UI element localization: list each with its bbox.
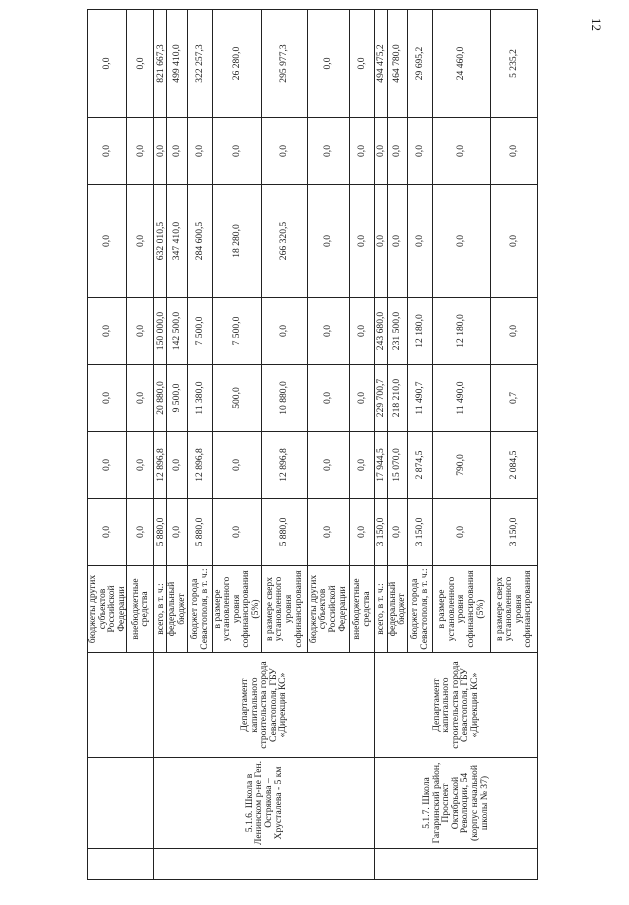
- funding-source-label: внебюджетные средства: [349, 566, 374, 653]
- value-cell: 7 500,0: [212, 298, 261, 365]
- value-cell: 3 150,0: [407, 499, 432, 566]
- value-cell: 0,0: [187, 118, 212, 185]
- funding-source-label: федеральный бюджет: [167, 566, 187, 653]
- value-cell: 0,0: [307, 298, 349, 365]
- value-cell: 5 880,0: [187, 499, 212, 566]
- value-cell: 0,0: [349, 499, 374, 566]
- budget-table: [87, 9, 538, 880]
- value-cell: 26 280,0: [212, 10, 261, 118]
- value-cell: 0,0: [349, 118, 374, 185]
- table-body: [88, 10, 538, 880]
- funding-source-label: бюджет города Севастополя, в т. ч.:: [407, 566, 432, 653]
- value-cell: 0,0: [307, 365, 349, 432]
- value-cell: 347 410,0: [167, 185, 187, 298]
- value-cell: 0,0: [387, 118, 407, 185]
- value-cell: 0,0: [167, 499, 187, 566]
- value-cell: 0,0: [88, 298, 127, 365]
- value-cell: 0,0: [307, 499, 349, 566]
- value-cell: 0,0: [349, 432, 374, 499]
- value-cell: 29 695,2: [407, 10, 432, 118]
- value-cell: 0,0: [212, 118, 261, 185]
- value-cell: 284 600,5: [187, 185, 212, 298]
- value-cell: 494 475,2: [374, 10, 387, 118]
- value-cell: 12 180,0: [432, 298, 490, 365]
- value-cell: 500,0: [212, 365, 261, 432]
- value-cell: 790,0: [432, 432, 490, 499]
- value-cell: 0,0: [88, 118, 127, 185]
- funding-source-label: в размере установленного уровня софинансирования (5%): [432, 566, 490, 653]
- value-cell: 0,0: [349, 10, 374, 118]
- value-cell: 0,0: [432, 499, 490, 566]
- value-cell: 5 235,2: [490, 10, 537, 118]
- value-cell: 0,0: [88, 432, 127, 499]
- value-cell: 18 280,0: [212, 185, 261, 298]
- rotated-table-container: [87, 10, 629, 880]
- value-cell: 0,0: [490, 185, 537, 298]
- value-cell: 12 896,8: [154, 432, 167, 499]
- funding-source-label: федеральный бюджет: [387, 566, 407, 653]
- value-cell: 7 500,0: [187, 298, 212, 365]
- value-cell: 243 680,0: [374, 298, 387, 365]
- object-name: 5.1.7. Школа Гагаринский район, Проспект Октябрьской Революции, 54 (корпус начальной школы № 37): [374, 758, 537, 849]
- value-cell: 231 500,0: [387, 298, 407, 365]
- value-cell: 12 896,8: [187, 432, 212, 499]
- value-cell: 11 490,0: [432, 365, 490, 432]
- value-cell: 17 944,5: [374, 432, 387, 499]
- value-cell: 10 880,0: [261, 365, 307, 432]
- value-cell: 0,0: [490, 298, 537, 365]
- table-row: [154, 10, 167, 880]
- value-cell: 0,0: [154, 118, 167, 185]
- value-cell: 0,0: [127, 10, 154, 118]
- value-cell: 322 257,3: [187, 10, 212, 118]
- value-cell: 2 084,5: [490, 432, 537, 499]
- value-cell: 0,0: [88, 185, 127, 298]
- funding-source-label: внебюджетные средства: [127, 566, 154, 653]
- value-cell: 0,0: [432, 185, 490, 298]
- value-cell: 0,7: [490, 365, 537, 432]
- value-cell: 0,0: [88, 10, 127, 118]
- executor-name: Департамент капитального строительства города Севастополя, ГБУ «Дирекция КС»: [154, 653, 374, 758]
- spacer-cell-3: [88, 653, 154, 758]
- value-cell: 0,0: [127, 185, 154, 298]
- value-cell: 0,0: [88, 499, 127, 566]
- value-cell: 0,0: [127, 298, 154, 365]
- value-cell: 5 880,0: [154, 499, 167, 566]
- value-cell: 0,0: [88, 365, 127, 432]
- value-cell: 12 896,8: [261, 432, 307, 499]
- value-cell: 0,0: [374, 185, 387, 298]
- funding-source-label: бюджет города Севастополя, в т. ч.:: [187, 566, 212, 653]
- value-cell: 3 150,0: [490, 499, 537, 566]
- value-cell: 0,0: [490, 118, 537, 185]
- value-cell: 464 780,0: [387, 10, 407, 118]
- value-cell: 142 500,0: [167, 298, 187, 365]
- number-cell: [154, 849, 374, 880]
- value-cell: 0,0: [307, 118, 349, 185]
- object-name: 5.1.6. Школа в Ленинском р-не Ген. Острякова – Хрусталева - 5 км: [154, 758, 374, 849]
- value-cell: 0,0: [349, 298, 374, 365]
- value-cell: 15 070,0: [387, 432, 407, 499]
- value-cell: 632 010,5: [154, 185, 167, 298]
- value-cell: 0,0: [127, 499, 154, 566]
- funding-source-label: всего, в т. ч.:: [154, 566, 167, 653]
- funding-source-label: всего, в т. ч.:: [374, 566, 387, 653]
- value-cell: 11 490,7: [407, 365, 432, 432]
- value-cell: 0,0: [127, 365, 154, 432]
- value-cell: 0,0: [212, 499, 261, 566]
- value-cell: 266 320,5: [261, 185, 307, 298]
- funding-source-label: в размере сверх установленного уровня софинансирования: [490, 566, 537, 653]
- number-cell: [374, 849, 537, 880]
- value-cell: 218 210,0: [387, 365, 407, 432]
- value-cell: 24 460,0: [432, 10, 490, 118]
- value-cell: 2 874,5: [407, 432, 432, 499]
- value-cell: 0,0: [407, 185, 432, 298]
- page-number: 12: [589, 18, 604, 31]
- value-cell: 0,0: [307, 185, 349, 298]
- value-cell: 11 380,0: [187, 365, 212, 432]
- funding-source-label: бюджеты других субъектов Российской Федерации: [307, 566, 349, 653]
- funding-source-label: в размере сверх установленного уровня софинансирования: [261, 566, 307, 653]
- spacer-cell-1: [88, 849, 154, 880]
- value-cell: 0,0: [261, 118, 307, 185]
- value-cell: 12 180,0: [407, 298, 432, 365]
- value-cell: 0,0: [127, 432, 154, 499]
- table-row: [88, 10, 127, 880]
- value-cell: 0,0: [407, 118, 432, 185]
- funding-source-label: в размере установленного уровня софинансирования (5%): [212, 566, 261, 653]
- value-cell: 0,0: [307, 10, 349, 118]
- value-cell: 0,0: [374, 118, 387, 185]
- spacer-cell-2: [88, 758, 154, 849]
- table-row: [374, 10, 387, 880]
- value-cell: 821 667,3: [154, 10, 167, 118]
- value-cell: 229 700,7: [374, 365, 387, 432]
- value-cell: 0,0: [387, 499, 407, 566]
- value-cell: 0,0: [261, 298, 307, 365]
- value-cell: 0,0: [212, 432, 261, 499]
- value-cell: 20 880,0: [154, 365, 167, 432]
- value-cell: 0,0: [349, 365, 374, 432]
- funding-source-label: бюджеты других субъектов Российской Федерации: [88, 566, 127, 653]
- value-cell: 5 880,0: [261, 499, 307, 566]
- value-cell: 295 977,3: [261, 10, 307, 118]
- value-cell: 0,0: [167, 118, 187, 185]
- value-cell: 0,0: [307, 432, 349, 499]
- executor-name: Департамент капитального строительства города Севастополя, ГБУ «Дирекция КС»: [374, 653, 537, 758]
- value-cell: 9 500,0: [167, 365, 187, 432]
- value-cell: 0,0: [349, 185, 374, 298]
- value-cell: 0,0: [432, 118, 490, 185]
- value-cell: 150 000,0: [154, 298, 167, 365]
- value-cell: 0,0: [167, 432, 187, 499]
- value-cell: 3 150,0: [374, 499, 387, 566]
- value-cell: 499 410,0: [167, 10, 187, 118]
- value-cell: 0,0: [387, 185, 407, 298]
- value-cell: 0,0: [127, 118, 154, 185]
